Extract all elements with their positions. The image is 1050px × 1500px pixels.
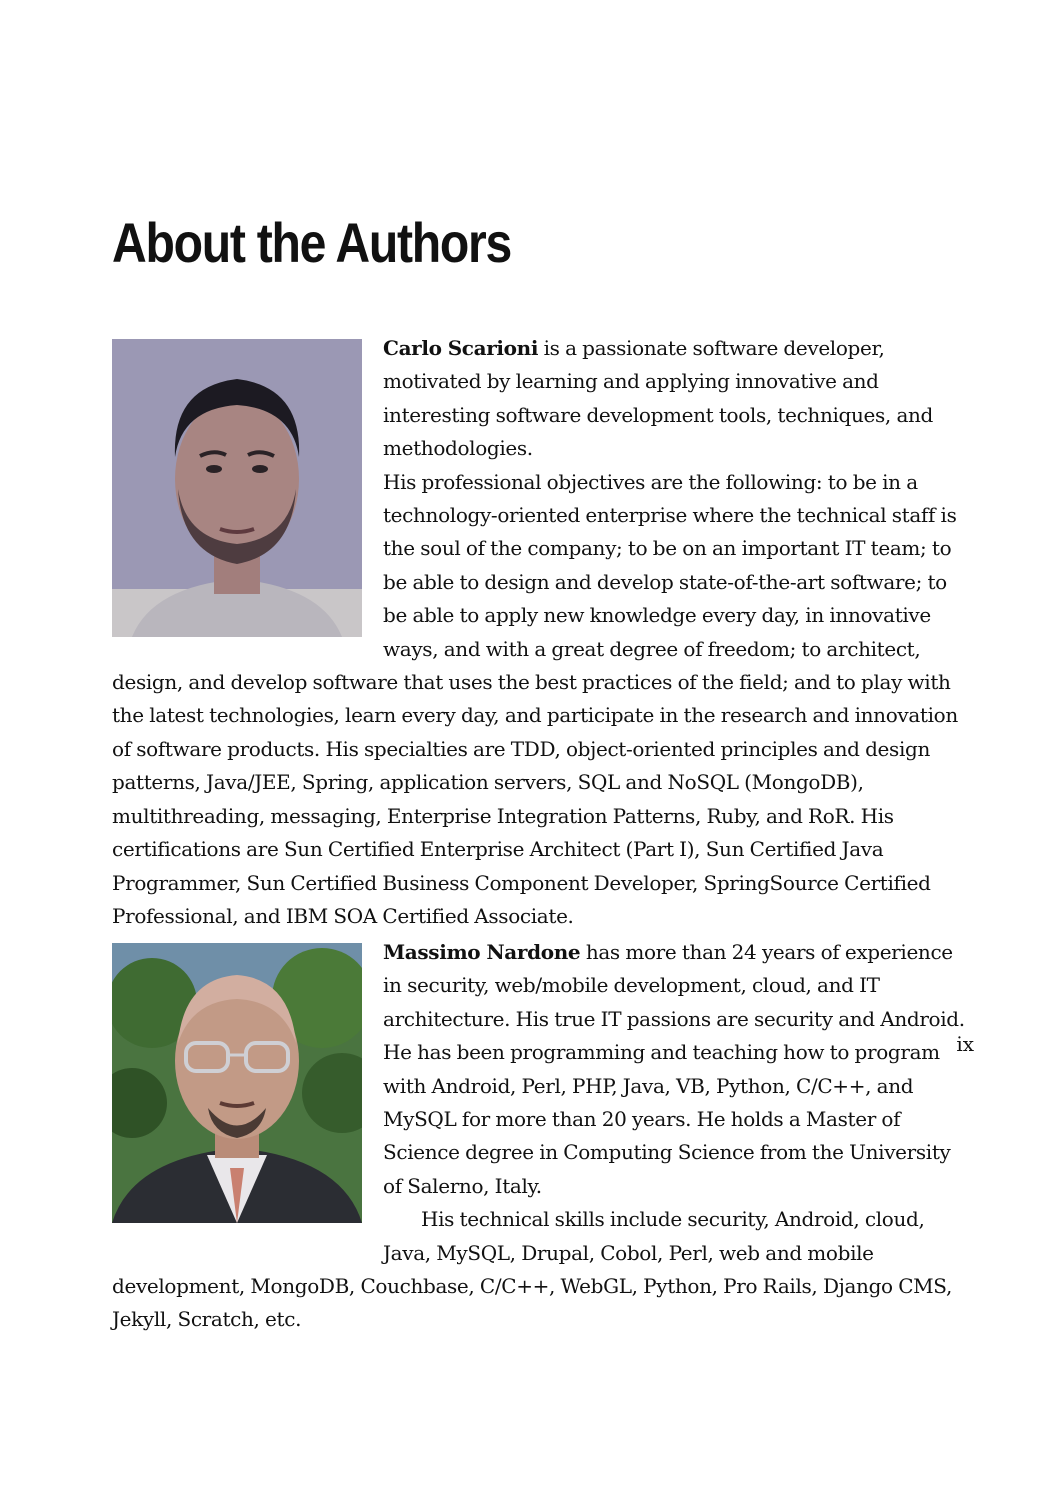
- portrait-icon: [112, 943, 362, 1223]
- page-number: ix: [956, 1032, 974, 1056]
- author-bio-paragraph: His professional objectives are the following: to be in a technology-oriented enterprise where the technical staff is the soul of the company; to be on an important IT team; to be able to design and develop state-of-the-art software; to be able to apply new knowledge every day, in innovative ways, and with a great degree of freedom; to architect, design, and develop software that uses the best practices of the field; and to play with the latest technologies, learn every day, and participate in the research and innovation of software products. His specialties are TDD, object-oriented principles and design patterns, Java/JEE, Spring, application servers, SQL and NoSQL (MongoDB), multithreading, messaging, Enterprise Integration Patterns, Ruby, and RoR. His certifications are Sun Certified Enterprise Architect (Part I), Sun Certified Java Programmer, Sun Certified Business Component Developer, SpringSource Certified Professional, and IBM SOA Certified Associate.: [112, 469, 958, 928]
- author-bio-paragraph: is a passionate software developer, motivated by learning and applying innovative and interesting software development tools, techniques, and methodologies.: [383, 336, 933, 461]
- author-bio-carlo-scarioni: [112, 332, 974, 933]
- portrait-icon: [112, 339, 362, 637]
- author-name: Carlo Scarioni: [383, 336, 539, 360]
- author-bio-paragraph: has more than 24 years of experience in security, web/mobile development, cloud, and IT architecture. His true IT passions are security and Android. He has been programming and teaching how to program with Android, Perl, PHP, Java, VB, Python, C/C++, and MySQL for more than 20 years. He holds a Master of Science degree in Computing Science from the University of Salerno, Italy.: [383, 940, 965, 1198]
- author-bio-massimo-nardone: [112, 936, 974, 1337]
- page-title: About the Authors: [112, 211, 511, 274]
- author-name: Massimo Nardone: [383, 940, 581, 964]
- author-photo-massimo-nardone: [112, 943, 362, 1223]
- author-bio-paragraph: His technical skills include security, Android, cloud, Java, MySQL, Drupal, Cobol, Perl, web and mobile development, MongoDB, Couchbase, C/C++, WebGL, Python, Pro Rails, Django CMS, Jekyll, Scratch, etc.: [112, 1207, 952, 1332]
- author-photo-carlo-scarioni: [112, 339, 362, 637]
